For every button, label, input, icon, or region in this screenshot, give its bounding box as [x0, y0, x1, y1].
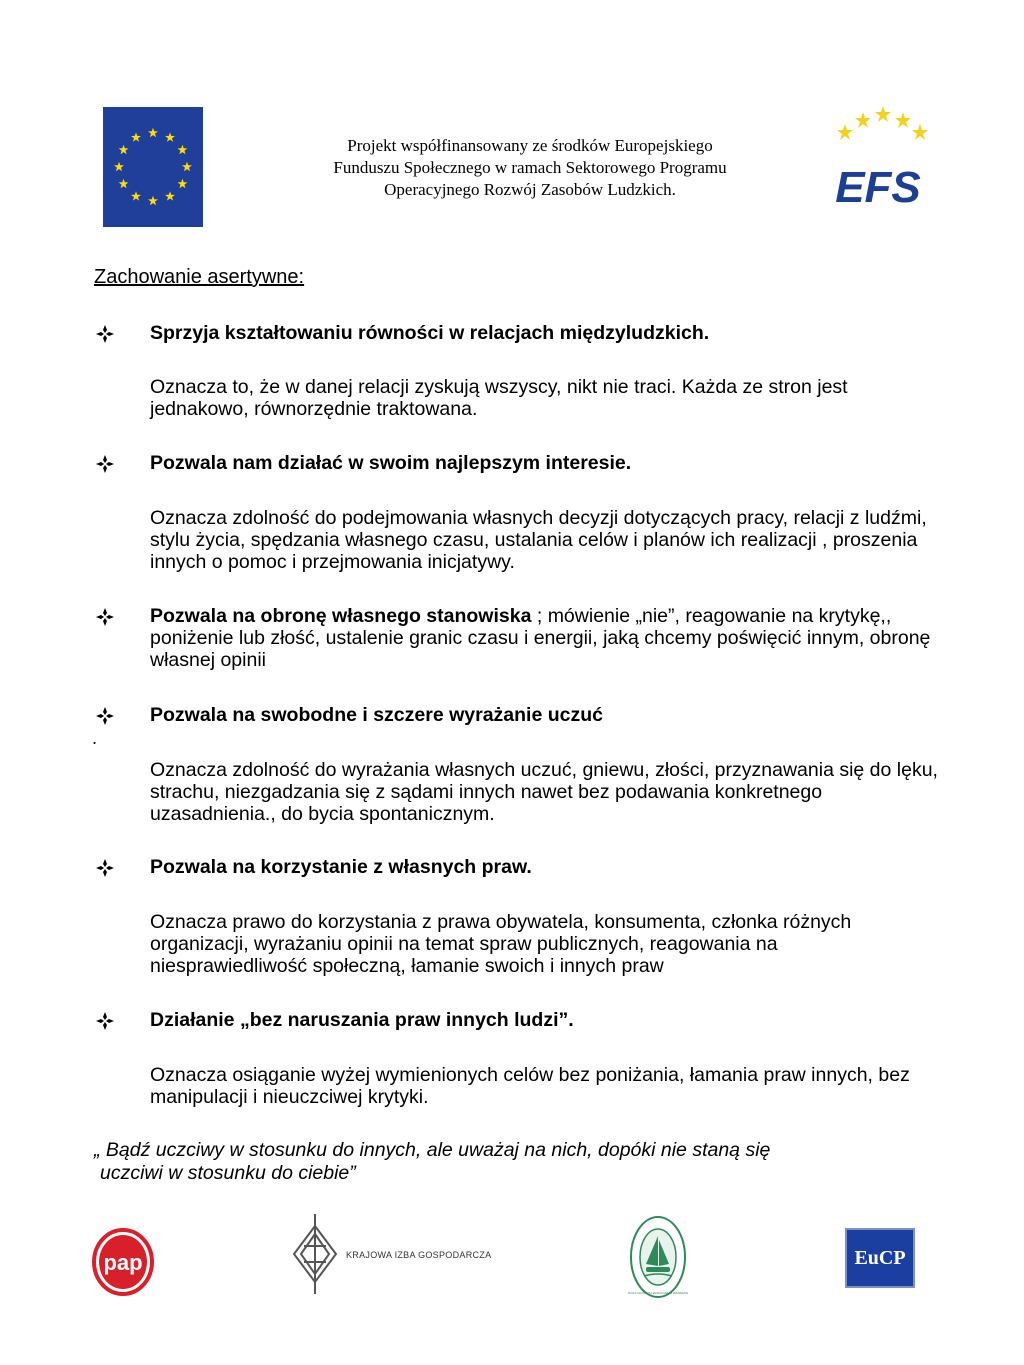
header-line-1: Projekt współfinansowany ze środków Europejskiego — [347, 136, 713, 155]
quote-line-1: „ Bądź uczciwy w stosunku do innych, ale uważaj na nich, dopóki nie staną się — [94, 1139, 771, 1161]
eu-star-icon — [165, 132, 175, 141]
pap-logo-text: pap — [103, 1250, 143, 1275]
eu-star-icon — [182, 162, 192, 171]
diamond-bullet-icon — [95, 607, 115, 627]
header-line-2: Funduszu Społecznego w ramach Sektorowego Programu — [333, 158, 727, 177]
kig-emblem-icon — [294, 1214, 336, 1294]
eu-star-icon — [114, 162, 124, 171]
kig-logo-text: KRAJOWA IZBA GOSPODARCZA — [346, 1250, 492, 1260]
eu-flag-logo — [103, 107, 203, 227]
diamond-bullet-icon — [95, 324, 115, 344]
eu-star-icon — [148, 128, 158, 137]
quote-line-2: uczciwi w stosunku do ciebie” — [100, 1162, 356, 1184]
closing-quote — [94, 1139, 954, 1185]
bullet-heading: Pozwala nam działać w swoim najlepszym interesie. — [150, 452, 632, 474]
eu-star-icon — [131, 132, 141, 141]
diamond-bullet-icon — [95, 454, 115, 474]
header-line-3: Operacyjnego Rozwój Zasobów Ludzkich. — [384, 180, 676, 199]
eu-star-icon — [148, 196, 158, 205]
eucp-logo — [845, 1228, 915, 1288]
stray-mark: . — [92, 728, 98, 748]
diamond-bullet-icon — [95, 858, 115, 878]
eu-star-icon — [119, 179, 129, 188]
eu-star-icon — [119, 145, 129, 154]
bullet-description: Oznacza to, że w danej relacji zyskują wszyscy, nikt nie traci. Każda ze stron jest jednakowo, równorzędnie traktowana. — [150, 376, 848, 420]
bullet-heading: Pozwala na korzystanie z własnych praw. — [150, 856, 532, 878]
section-title: Zachowanie asertywne: — [94, 266, 305, 288]
sgh-logo-text: SZKOŁA GŁÓWNA HANDLOWA W WARSZAWIE — [628, 1291, 688, 1295]
pap-logo — [92, 1228, 154, 1296]
project-header — [260, 135, 800, 201]
eu-star-icon — [131, 191, 141, 200]
bullet-continuation: ; mówienie „nie”, reagowanie na krytykę,, poniżenie lub złość, ustalenie granic czasu i energii, jaką chcemy poświęcić innym, obronę własnej opinii — [150, 605, 931, 671]
bullet-description: Oznacza osiąganie wyżej wymienionych celów bez poniżania, łamania praw innych, bez manipulacji i nieuczciwej krytyki. — [150, 1064, 910, 1108]
bullet-heading: Pozwala na obronę własnego stanowiska — [150, 605, 532, 627]
diamond-bullet-icon — [95, 706, 115, 726]
diamond-bullet-icon — [95, 1011, 115, 1031]
bullet-description: Oznacza zdolność do wyrażania własnych uczuć, gniewu, złości, przyznawania się do lęku, strachu, niezgadzania się z sądami innych nawet bez podawania konkretnego uzasadnienia., do bycia spontanicznym. — [150, 759, 938, 825]
sgh-logo — [628, 1214, 688, 1300]
bullet-description: Oznacza prawo do korzystania z prawa obywatela, konsumenta, członka różnych organizacji, wyrażaniu opinii na temat spraw publicznych, reagowania na niesprawiedliwość społeczną, łamanie swoich i innych praw — [150, 911, 852, 977]
efs-logo-text: EFS — [835, 163, 921, 212]
bullet-description: Oznacza zdolność do podejmowania własnych decyzji dotyczących pracy, relacji z ludźmi, stylu życia, spędzania własnego czasu, ustalania celów i planów ich realizacji , proszenia innych o pomoc i przejmowania inicjatywy. — [150, 507, 927, 573]
eu-star-icon — [178, 179, 188, 188]
kig-logo — [288, 1212, 503, 1296]
eucp-logo-text: EuCP — [854, 1246, 906, 1269]
eu-star-icon — [178, 145, 188, 154]
eu-stars-icon — [103, 107, 203, 227]
efs-stars-icon — [837, 106, 928, 140]
bullet-heading: Pozwala na swobodne i szczere wyrażanie uczuć — [150, 704, 603, 726]
efs-logo — [828, 102, 928, 212]
bullet-text — [150, 605, 940, 671]
eu-star-icon — [165, 191, 175, 200]
bullet-heading: Działanie „bez naruszania praw innych ludzi”. — [150, 1009, 574, 1031]
bullet-heading: Sprzyja kształtowaniu równości w relacjach międzyludzkich. — [150, 322, 710, 344]
